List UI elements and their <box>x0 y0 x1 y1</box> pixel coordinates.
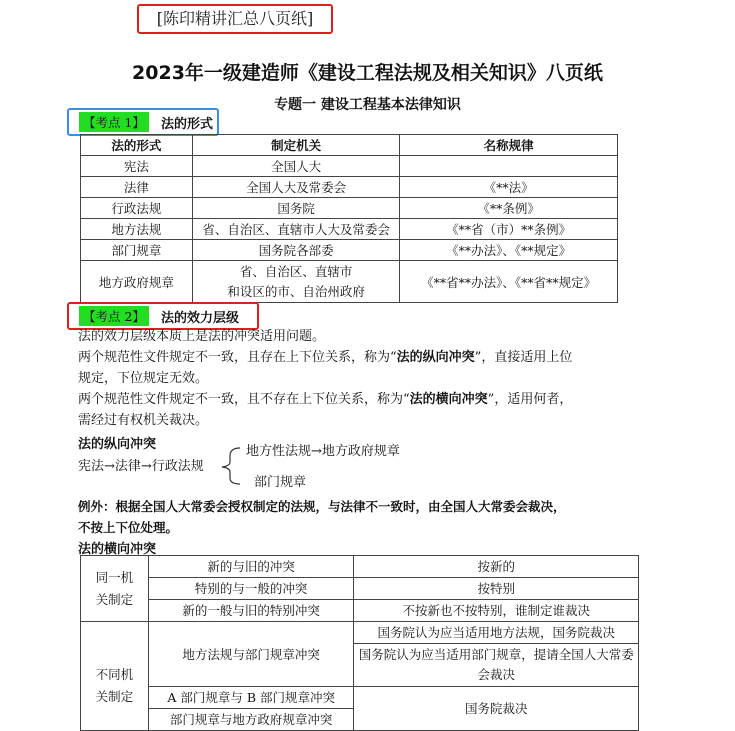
law-forms-table <box>80 134 618 303</box>
cell: 部门规章 <box>81 240 193 261</box>
header-name: 名称规律 <box>400 135 618 156</box>
table-row <box>81 240 618 261</box>
table-row <box>81 219 618 240</box>
table-row <box>81 156 618 177</box>
horizontal-conflict-heading: 法的横向冲突 <box>78 542 157 557</box>
table-row <box>81 578 639 600</box>
table-row <box>81 600 639 622</box>
cell: 按特别 <box>354 578 639 600</box>
table-row <box>81 261 618 303</box>
cell: 《**条例》 <box>400 198 618 219</box>
cell: 《**法》 <box>400 177 618 198</box>
header-form: 法的形式 <box>81 135 193 156</box>
cell: 《**省**办法》、《**省**规定》 <box>400 261 618 303</box>
cell: 《**省（市）**条例》 <box>400 219 618 240</box>
exception-note: 例外：根据全国人大常委会授权制定的法规，与法律不一致时，由全国人大常委会裁决， 不按上下位处理。 <box>78 499 566 535</box>
cell-line: 和设区的市、自治州政府 <box>227 283 365 299</box>
cell: 国务院认为应当适用部门规章，提请全国人大常委会裁决 <box>354 644 639 687</box>
table-row <box>81 556 639 578</box>
brace-icon <box>216 446 246 486</box>
law-chain: 宪法→法律→行政法规 <box>78 459 204 474</box>
cell: 新的一般与旧的特别冲突 <box>148 600 354 622</box>
point-1-title: 法的形式 <box>160 116 213 132</box>
text-line: 规定，下位规定无效。 <box>78 371 209 386</box>
table-row <box>81 198 618 219</box>
vertical-conflict-heading: 法的纵向冲突 <box>78 437 157 452</box>
document-title: 2023年一级建造师《建设工程法规及相关知识》八页纸 <box>132 62 603 84</box>
cell: 特别的与一般的冲突 <box>148 578 354 600</box>
diff-org-cell: 不同机 关制定 <box>81 622 149 731</box>
branch-local: 地方性法规→地方政府规章 <box>246 444 400 459</box>
cell: 国务院认为应当适用地方法规，国务院裁决 <box>354 622 639 644</box>
cell: A 部门规章与 B 部门规章冲突 <box>148 687 354 709</box>
text-line: 两个规范性文件规定不一致，且不存在上下位关系，称为“法的横向冲突”，适用何者， <box>78 392 573 407</box>
text-line: 法的效力层级本质上是法的冲突适用问题。 <box>78 329 326 344</box>
cell: 行政法规 <box>81 198 193 219</box>
cell: 全国人大 <box>192 156 400 177</box>
point-2-tag: 【考点 2】 <box>79 306 149 326</box>
point-1-box <box>67 108 219 136</box>
text-line: 两个规范性文件规定不一致，且存在上下位关系，称为“法的纵向冲突”，直接适用上位 <box>78 350 573 365</box>
cell: 地方法规 <box>81 219 193 240</box>
table-row <box>81 687 639 709</box>
cell: 省、自治区、直辖市人大及常委会 <box>192 219 400 240</box>
cell: 国务院各部委 <box>192 240 400 261</box>
cell: 全国人大及常委会 <box>192 177 400 198</box>
horizontal-conflict-table <box>80 555 639 731</box>
point-2-title: 法的效力层级 <box>160 310 239 326</box>
same-org-cell: 同一机 关制定 <box>81 556 149 622</box>
point-1-tag: 【考点 1】 <box>79 112 149 132</box>
cell <box>192 261 400 303</box>
cell: 地方法规与部门规章冲突 <box>148 622 354 687</box>
header-badge: [陈印精讲汇总八页纸] <box>137 4 333 34</box>
cell: 按新的 <box>354 556 639 578</box>
cell: 部门规章与地方政府规章冲突 <box>148 709 354 731</box>
cell: 宪法 <box>81 156 193 177</box>
section-subtitle: 专题一 建设工程基本法律知识 <box>274 97 461 113</box>
header-org: 制定机关 <box>192 135 400 156</box>
table-row <box>81 622 639 644</box>
cell: 国务院裁决 <box>354 687 639 731</box>
cell-line: 省、自治区、直辖市 <box>239 263 353 279</box>
cell: 法律 <box>81 177 193 198</box>
table-header-row <box>81 135 618 156</box>
table-row <box>81 177 618 198</box>
cell: 国务院 <box>192 198 400 219</box>
cell: 《**办法》、《**规定》 <box>400 240 618 261</box>
cell <box>400 156 618 177</box>
text-line: 需经过有权机关裁决。 <box>78 413 209 428</box>
cell: 新的与旧的冲突 <box>148 556 354 578</box>
cell: 不按新也不按特别，谁制定谁裁决 <box>354 600 639 622</box>
cell: 地方政府规章 <box>81 261 193 303</box>
branch-dept: 部门规章 <box>254 475 307 490</box>
hierarchy-paragraph <box>78 326 638 431</box>
